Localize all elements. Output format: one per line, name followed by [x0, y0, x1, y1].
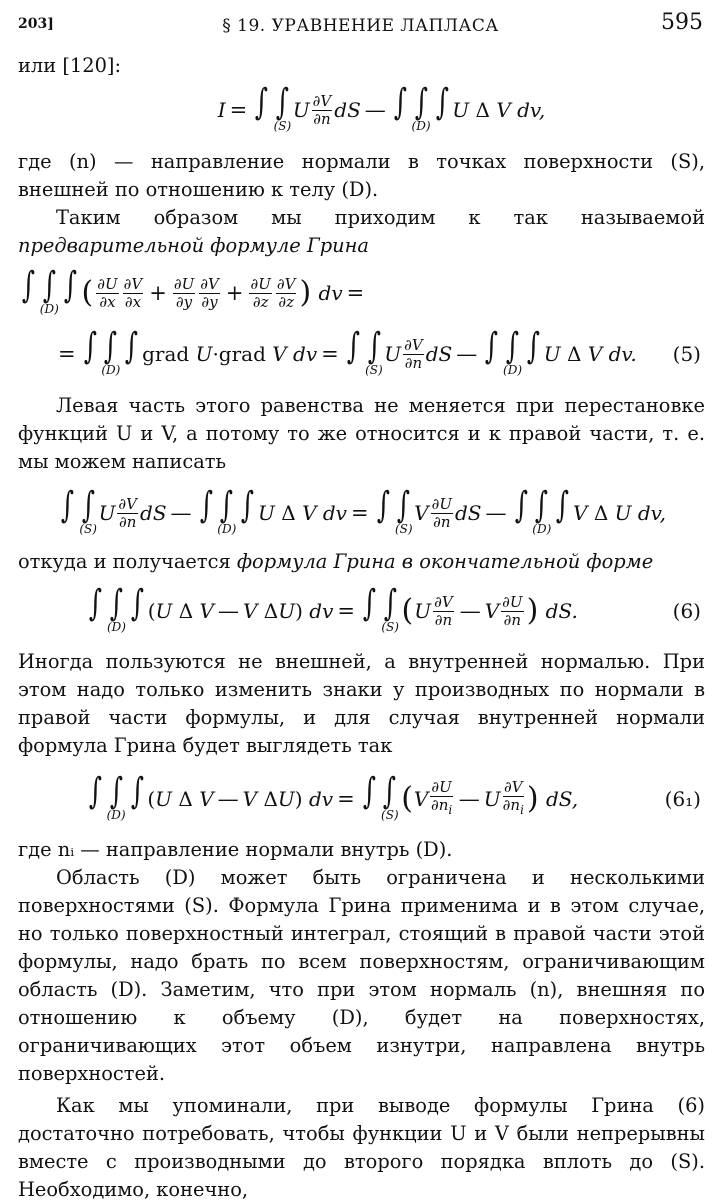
running-header — [18, 10, 703, 40]
paragraph-region: Область (D) может быть ограничена и несколькими поверхностями (S). Формула Грина применима и в этом случае, но только поверхностный интеграл, стоящий в правой части этой формулы, надо брать по всем поверхностям, ограничивающим область (D). Заметим, что при этом нормаль (n), внешняя по отношению к объему (D), будет на поверхностях, ограничивающих этот объем изнутри, направлена внутрь поверхностей. — [18, 866, 705, 1085]
paragraph-final-form: откуда и получается формула Грина в окончательной форме — [18, 550, 654, 573]
equation-number-6: (6) — [672, 599, 701, 623]
paragraph-or: или [120]: — [18, 54, 122, 77]
header-title: § 19. УРАВНЕНИЕ ЛАПЛАСА — [222, 16, 499, 36]
equation-6-1: ∫ ∫ (D) ∫ ( U Δ V — V Δ U ) dv = ∫ ∫ (S) ( V ∂U $\partial n_i$ — U ∂V $\partial n_i$ ) dS, (6₁) — [88, 771, 701, 822]
equation-5-line2: = ∫ ∫ (D) ∫ grad U · grad V dv = ∫ ∫ (S) U ∂V ∂n dS — ∫ ∫ (D) ∫ U Δ V dv. (5) — [58, 326, 701, 377]
page-body — [18, 52, 705, 1204]
paragraph-normal: где (n) — направление нормали в точках поверхности (S), внешней по отношению к телу (D). — [18, 150, 705, 201]
paragraph-inner-normal: Иногда пользуются не внешней, а внутренней нормалью. При этом надо только изменить знаки у производных по нормали в правой части формулы, и для случая внутренней нормали формула Грина будет выглядеть так — [18, 650, 705, 757]
equation-5-line1: ∫ ∫ (D) ∫ ( ∂U ∂x ∂V ∂x + $\frac{\partial U}{\partial y}$ ∂V ∂y + $\frac{\partial U}{\partial z}$ ∂V ∂z ) dv = — [21, 265, 365, 316]
term-preliminary-green: предварительной формуле Грина — [18, 234, 369, 257]
page-number: 595 — [661, 10, 703, 35]
paragraph-ni: где nᵢ — направление нормали внутрь (D). — [18, 838, 453, 861]
equation-symmetric: ∫ ∫ (S) U ∂V ∂n dS — ∫ ∫ (D) ∫ U Δ V dv = ∫ ∫ (S) V ∂U ∂n dS — ∫ ∫ (D) ∫ V Δ U dv, — [60, 485, 666, 536]
equation-I: I = ∫ ∫ (S) U ∂V ∂n dS — ∫ ∫ (D) ∫ U Δ V dv, — [217, 82, 546, 133]
header-left: 203] — [18, 16, 54, 32]
equation-number-6-1: (6₁) — [664, 787, 701, 811]
paragraph-left-side: Левая часть этого равенства не меняется при перестановке функций U и V, а потому то же относится и к правой части, т. е. мы можем написать — [18, 394, 705, 473]
equation-6: ∫ ∫ (D) ∫ ( U Δ V — V Δ U ) dv = ∫ ∫ (S) ( U ∂V ∂n — V ∂U ∂n ) dS. (6) — [89, 583, 701, 634]
equation-number-5: (5) — [672, 342, 701, 366]
paragraph-mention: Как мы упоминали, при выводе формулы Грина (6) достаточно потребовать, чтобы функции U и V были непрерывны вместе с производными до второго порядка вплоть до (S). Необходимо, конечно, — [18, 1094, 705, 1201]
paragraph-green-preliminary: Таким образом мы приходим к так называемой предварительной формуле Грина — [18, 206, 705, 257]
term-final-green: формула Грина в окончательной форме — [236, 550, 654, 573]
